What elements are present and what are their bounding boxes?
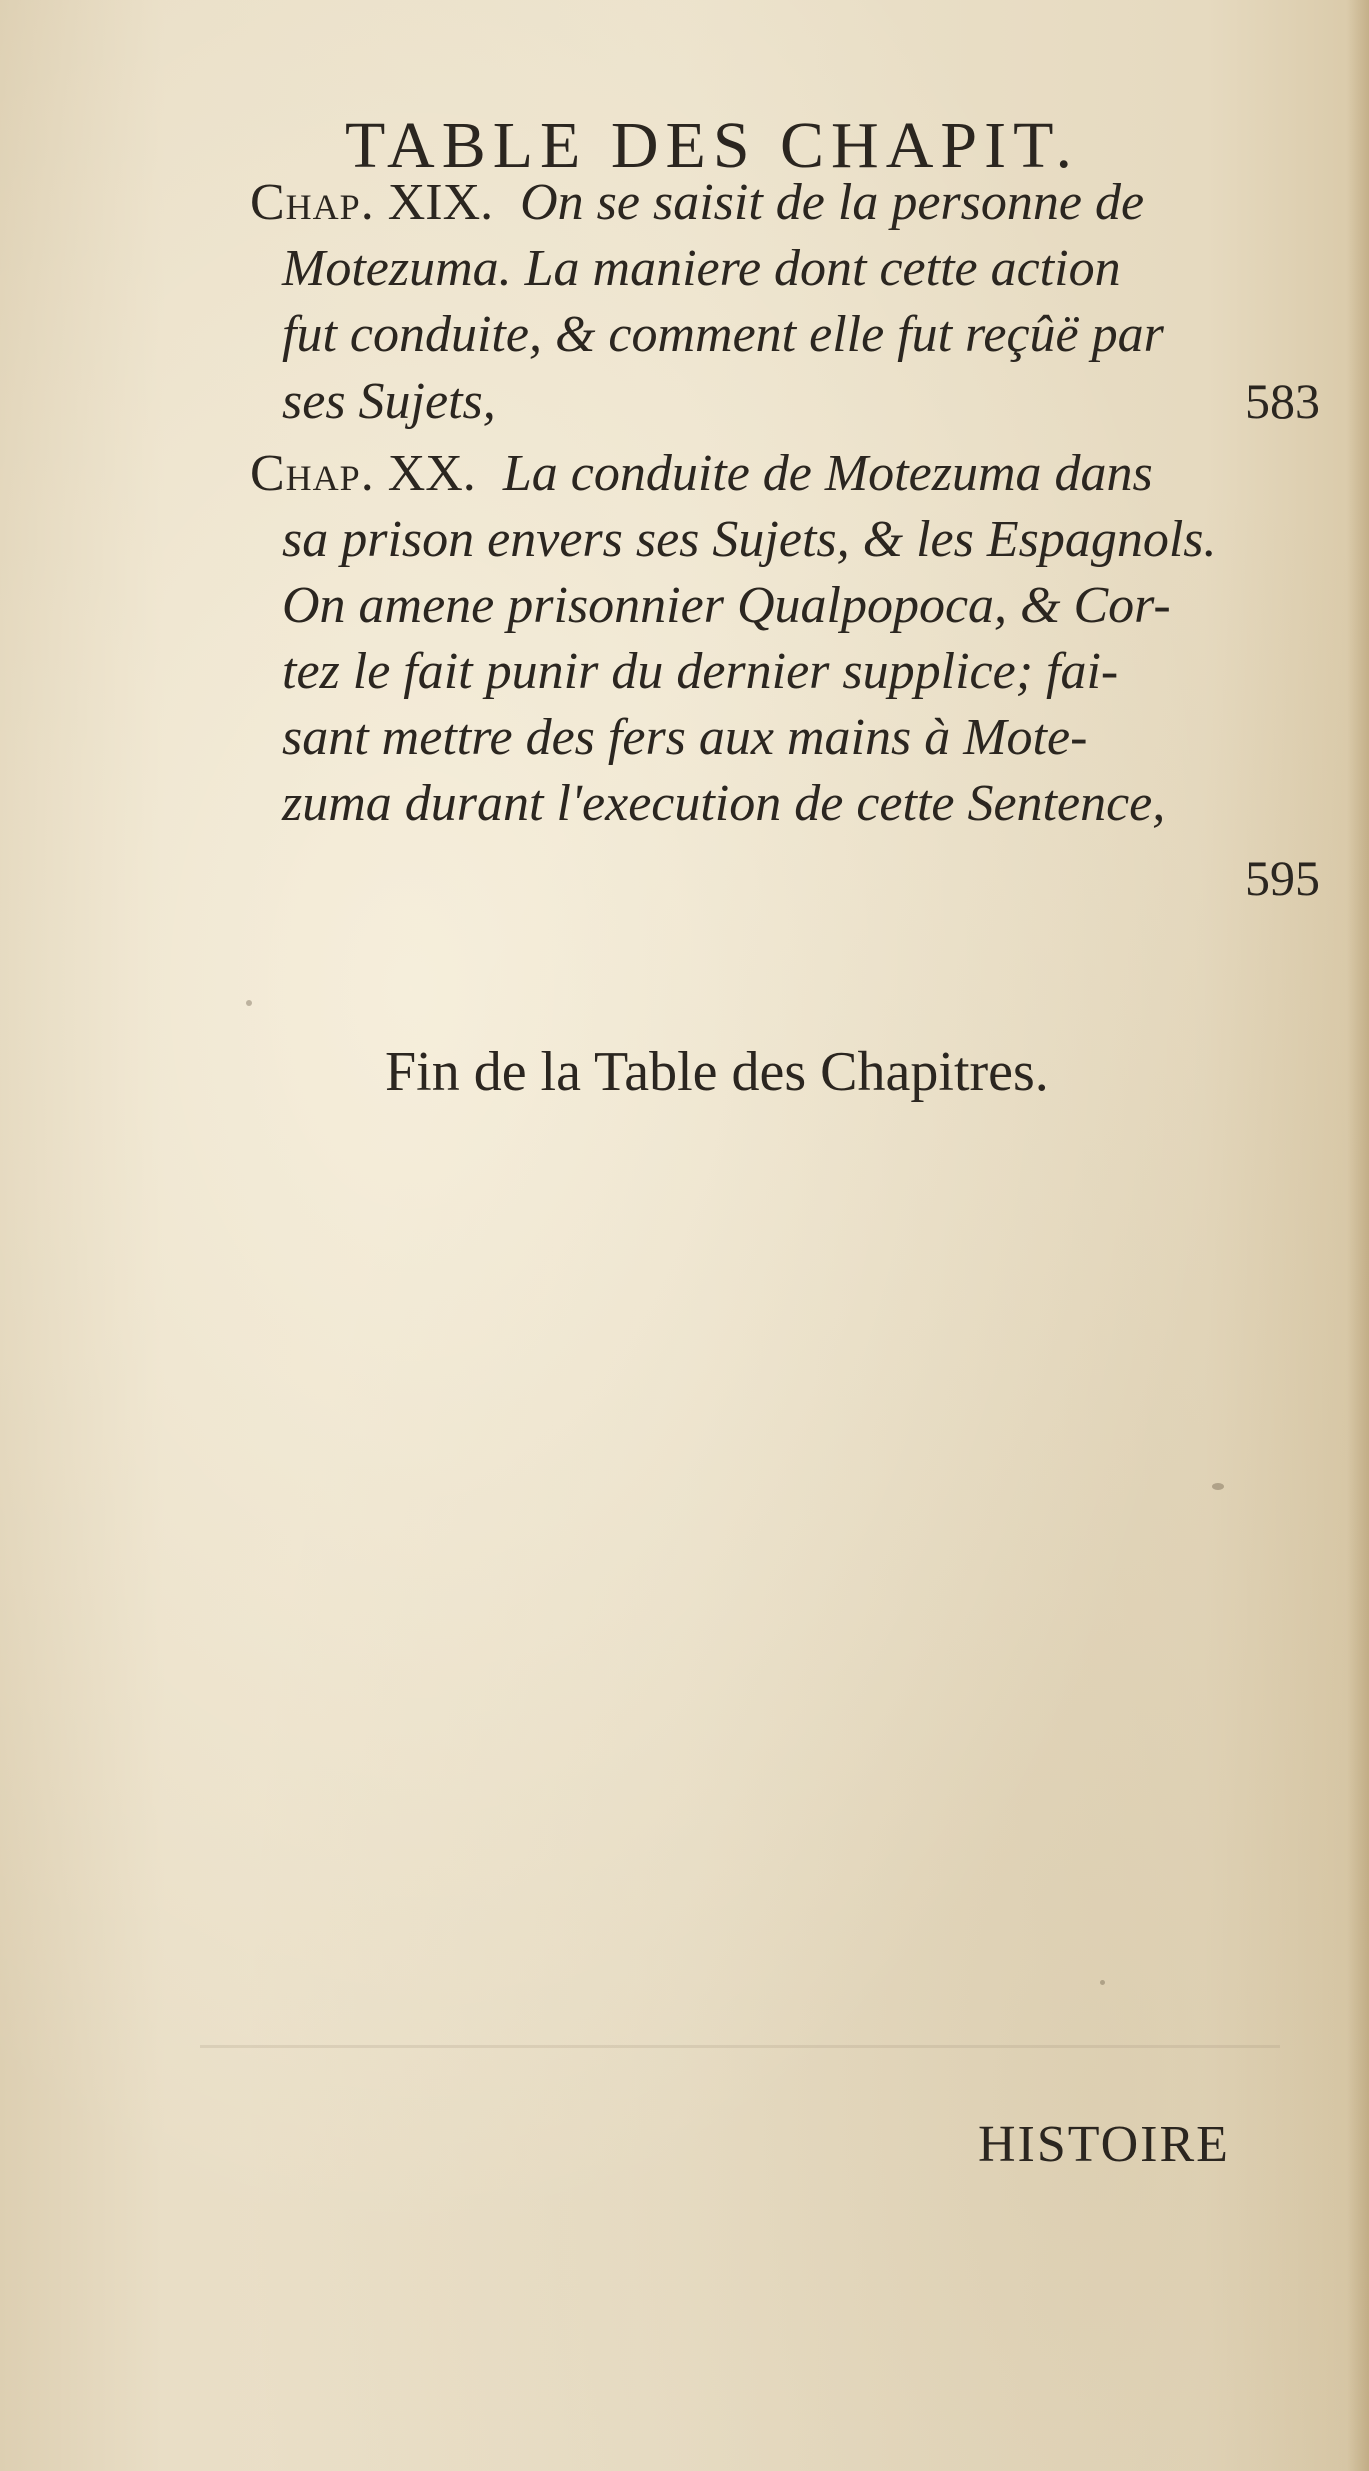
- entry-line: sant mettre des fers aux mains à Mote-: [282, 709, 1088, 766]
- entry-last-line: [250, 368, 1340, 435]
- entry-title-start: On se saisit de la personne de: [520, 174, 1145, 231]
- entry-line-end: ses Sujets,: [282, 373, 496, 430]
- chap-number: XIX.: [387, 174, 494, 231]
- entry-line: tez le fait punir du dernier supplice; fai-: [282, 643, 1119, 700]
- entry-title-start: La conduite de Motezuma dans: [502, 445, 1153, 502]
- entry-first-line: [250, 441, 1340, 507]
- chap-label: Chap.: [250, 445, 375, 502]
- toc-entry-xx: [250, 441, 1340, 912]
- entry-line: sa prison envers ses Sujets, & les Espagnols.: [282, 511, 1217, 568]
- table-of-contents: [250, 170, 1340, 918]
- end-of-table-note: Fin de la Table des Chapitres.: [385, 1041, 1049, 1103]
- entry-line: zuma durant l'execution de cette Sentence,: [282, 775, 1166, 832]
- entry-line: Motezuma. La maniere dont cette action: [282, 240, 1121, 297]
- page-number: 583: [1245, 373, 1320, 429]
- ink-speck: [1100, 1980, 1105, 1985]
- entry-line: On amene prisonnier Qualpopoca, & Cor-: [282, 577, 1171, 634]
- entry-page-line: [250, 845, 1340, 912]
- catchword: HISTOIRE: [978, 2116, 1230, 2173]
- ink-speck: [1212, 1483, 1224, 1490]
- page-edge-shadow: [1347, 0, 1369, 2471]
- toc-entry-xix: [250, 170, 1340, 435]
- chap-label: Chap.: [250, 174, 375, 231]
- page-number: 595: [1245, 850, 1320, 906]
- chap-number: XX.: [387, 445, 476, 502]
- running-head: TABLE DES CHAPIT.: [345, 109, 1079, 182]
- faint-rule: [200, 2045, 1280, 2048]
- entry-first-line: [250, 170, 1340, 236]
- entry-line: fut conduite, & comment elle fut reçûë par: [282, 306, 1164, 363]
- ink-speck: [246, 1000, 252, 1006]
